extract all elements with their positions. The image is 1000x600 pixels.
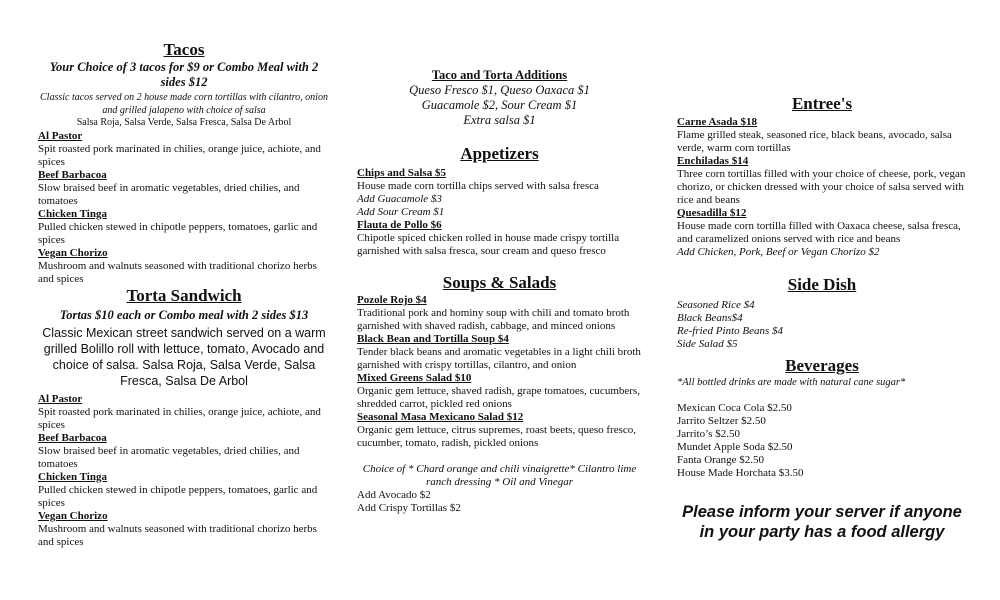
dressing-choice: Choice of * Chard orange and chili vinaigrette* Cilantro lime ranch dressing * Oil and Vinegar [362, 463, 637, 488]
torta-description: Classic Mexican street sandwich served on a warm grilled Bolillo roll with lettuce, tomato, Avocado and choice of salsa. Salsa Roja, Salsa Verde, Salsa Fresca, Salsa De Arbol [42, 325, 326, 388]
left-column [38, 40, 330, 549]
beverages-note: *All bottled drinks are made with natural cane sugar* [677, 377, 906, 388]
list-item [357, 294, 642, 333]
list-item: Mundet Apple Soda $2.50 [677, 441, 793, 453]
list-item [677, 116, 967, 155]
list-item [357, 411, 642, 450]
item-name: Enchiladas $14 [677, 155, 749, 167]
tacos-list [38, 130, 330, 286]
item-description: Organic gem lettuce, shaved radish, grape tomatoes, cucumbers, shredded carrot, pickled red onions [357, 385, 640, 410]
list-item [677, 155, 967, 207]
item-name: Flauta de Pollo $6 [357, 219, 442, 231]
item-name: Al Pastor [38, 129, 83, 142]
list-item [357, 333, 642, 372]
additions-line: Extra salsa $1 [463, 113, 536, 127]
additions-title: Taco and Torta Additions [431, 68, 568, 82]
item-description: Chipotle spiced chicken rolled in house made crispy tortilla garnished with salsa fresca, sour cream and queso fresco [357, 232, 620, 257]
item-name: Beef Barbacoa [38, 431, 107, 444]
additions-line: Queso Fresco $1, Queso Oaxaca $1 [409, 83, 590, 97]
list-item: Jarrito’s $2.50 [677, 428, 740, 440]
list-item: Fanta Orange $2.50 [677, 454, 765, 466]
soups-list [357, 294, 642, 450]
list-item [38, 393, 330, 432]
appetizers-title: Appetizers [460, 144, 539, 163]
item-name: Seasonal Masa Mexicano Salad $12 [357, 411, 524, 423]
item-name: Chicken Tinga [38, 470, 107, 483]
list-item: House Made Horchata $3.50 [677, 467, 804, 479]
entrees-list [677, 116, 967, 246]
list-item: Mexican Coca Cola $2.50 [677, 402, 792, 414]
beverages-list [677, 402, 967, 480]
entree-add-on: Add Chicken, Pork, Beef or Vegan Chorizo $2 [677, 246, 880, 258]
list-item [357, 167, 642, 219]
additions-line: Guacamole $2, Sour Cream $1 [421, 98, 578, 112]
item-description: Mushroom and walnuts seasoned with traditional chorizo herbs and spices [38, 259, 317, 285]
list-item [38, 510, 330, 549]
item-description: Three corn tortillas filled with your choice of cheese, pork, vegan chorizo, or chicken dressed with your choice of salsa served with rice and beans [677, 168, 966, 206]
item-name: Pozole Rojo $4 [357, 294, 427, 306]
beverages-title: Beverages [785, 356, 859, 375]
sides-title: Side Dish [787, 275, 857, 294]
item-name: Vegan Chorizo [38, 246, 108, 259]
item-description: Spit roasted pork marinated in chilies, orange juice, achiote, and spices [38, 405, 321, 431]
item-description: Mushroom and walnuts seasoned with traditional chorizo herbs and spices [38, 522, 317, 548]
add-on: Add Avocado $2 [357, 489, 431, 501]
item-description: Traditional pork and hominy soup with chili and tomato broth garnished with shaved radish, cabbage, and minced onions [357, 307, 630, 332]
item-description: Organic gem lettuce, citrus supremes, roast beets, queso fresco, cucumber, tomato, radish, pickled onions [357, 424, 636, 449]
list-item [38, 130, 330, 169]
item-description: Pulled chicken stewed in chipotle peppers, tomatoes, garlic and spices [38, 483, 318, 509]
item-description: Pulled chicken stewed in chipotle peppers, tomatoes, garlic and spices [38, 220, 318, 246]
item-description: Tender black beans and aromatic vegetables in a light chili broth garnished with crispy tortillas, cilantro, and onion [357, 346, 641, 371]
item-name: Carne Asada $18 [677, 116, 758, 128]
item-name: Vegan Chorizo [38, 509, 108, 522]
entrees-title: Entree's [791, 94, 853, 113]
item-description: Spit roasted pork marinated in chilies, orange juice, achiote, and spices [38, 142, 321, 168]
item-name: Black Bean and Tortilla Soup $4 [357, 333, 509, 345]
list-item [38, 247, 330, 286]
add-on: Add Guacamole $3 [357, 193, 442, 205]
item-name: Beef Barbacoa [38, 168, 107, 181]
tacos-salsas: Salsa Roja, Salsa Verde, Salsa Fresca, Salsa De Arbol [76, 117, 292, 128]
item-name: Quesadilla $12 [677, 207, 747, 219]
tacos-description: Classic tacos served on 2 house made corn tortillas with cilantro, onion and grilled jalapeno with choice of salsa [40, 92, 328, 116]
sides-list [677, 299, 967, 351]
tacos-title: Tacos [163, 40, 205, 59]
torta-title: Torta Sandwich [126, 285, 242, 305]
middle-column [357, 68, 642, 515]
add-on: Add Crispy Tortillas $2 [357, 502, 461, 514]
list-item [357, 219, 642, 258]
list-item [38, 432, 330, 471]
list-item: Seasoned Rice $4 [677, 299, 755, 311]
allergy-notice: Please inform your server if anyone in your party has a food allergy [682, 503, 962, 541]
item-name: Chicken Tinga [38, 207, 107, 220]
torta-offer: Tortas $10 each or Combo meal with 2 sides $13 [59, 307, 309, 322]
add-on: Add Sour Cream $1 [357, 206, 445, 218]
item-name: Chips and Salsa $5 [357, 167, 446, 179]
list-item [38, 169, 330, 208]
soups-title: Soups & Salads [442, 273, 557, 292]
list-item: Re-fried Pinto Beans $4 [677, 325, 784, 337]
item-description: Slow braised beef in aromatic vegetables, dried chilies, and tomatoes [38, 444, 300, 470]
item-name: Mixed Greens Salad $10 [357, 372, 472, 384]
list-item [677, 207, 967, 246]
item-description: House made corn tortilla filled with Oaxaca cheese, salsa fresca, and caramelized onions served with rice and beans [677, 220, 961, 245]
list-item [357, 372, 642, 411]
list-item [38, 208, 330, 247]
list-item: Jarrito Seltzer $2.50 [677, 415, 766, 427]
list-item [38, 471, 330, 510]
item-description: Slow braised beef in aromatic vegetables, dried chilies, and tomatoes [38, 181, 300, 207]
item-description: House made corn tortilla chips served with salsa fresca [357, 180, 599, 192]
item-name: Al Pastor [38, 392, 83, 405]
tacos-offer: Your Choice of 3 tacos for $9 or Combo Meal with 2 sides $12 [49, 60, 319, 89]
right-column [677, 94, 967, 542]
torta-list [38, 393, 330, 549]
list-item: Side Salad $5 [677, 338, 738, 350]
item-description: Flame grilled steak, seasoned rice, black beans, avocado, salsa verde, warm corn tortillas [677, 129, 952, 154]
list-item: Black Beans$4 [677, 312, 743, 324]
